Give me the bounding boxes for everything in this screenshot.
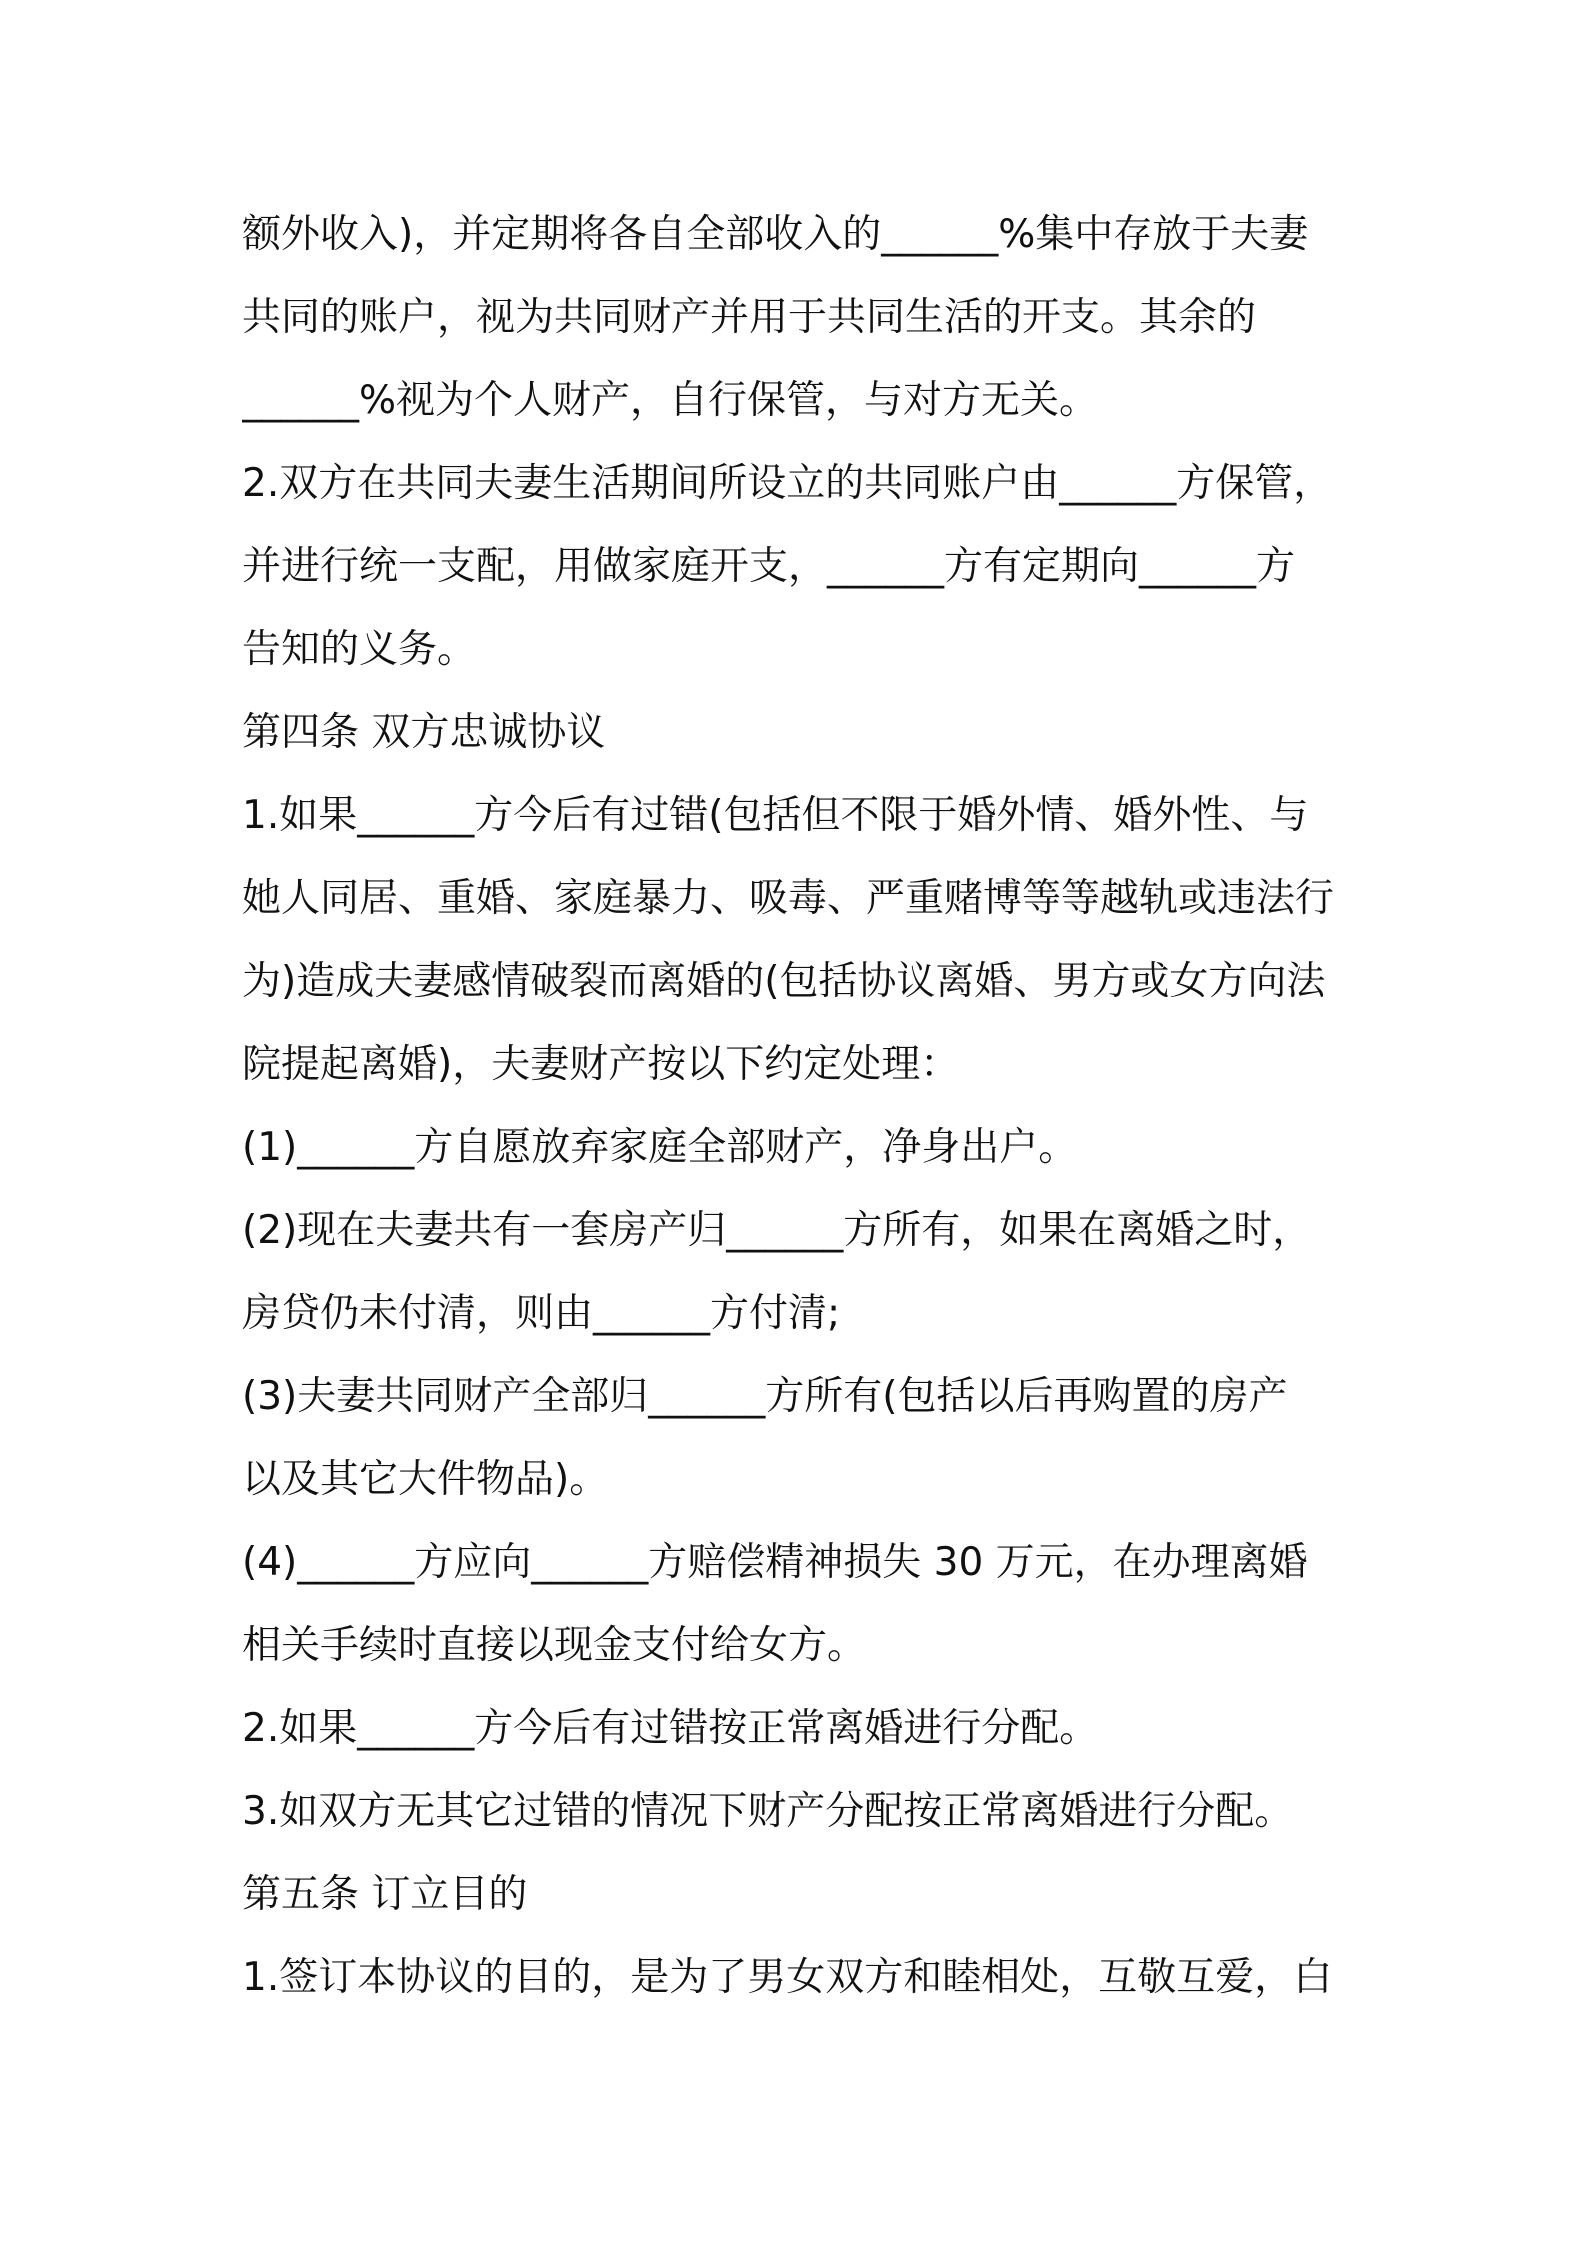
text-line: (4)______方应向______方赔偿精神损失 30 万元，在办理离婚 — [242, 1540, 1308, 1585]
text-line: 告知的义务。 — [242, 627, 477, 672]
text-line: 为)造成夫妻感情破裂而离婚的(包括协议离婚、男方或女方向法 — [242, 959, 1326, 1004]
text-line: 相关手续时直接以现金支付给女方。 — [242, 1623, 867, 1668]
text-line: 并进行统一支配，用做家庭开支，______方有定期向______方 — [242, 544, 1296, 589]
text-line: 2.双方在共同夫妻生活期间所设立的共同账户由______方保管， — [242, 461, 1333, 506]
text-line: 以及其它大件物品)。 — [242, 1457, 609, 1502]
text-line: (2)现在夫妻共有一套房产归______方所有，如果在离婚之时， — [242, 1208, 1312, 1253]
text-line: 房贷仍未付清，则由______方付清; — [242, 1291, 841, 1336]
document-body — [242, 193, 1362, 2019]
text-line: 院提起离婚)，夫妻财产按以下约定处理： — [242, 1042, 960, 1087]
text-line: 2.如果______方今后有过错按正常离婚进行分配。 — [242, 1706, 1099, 1751]
section-heading: 第五条 订立目的 — [242, 1872, 528, 1917]
text-line: (3)夫妻共同财产全部归______方所有(包括以后再购置的房产 — [242, 1374, 1288, 1419]
text-line: (1)______方自愿放弃家庭全部财产，净身出户。 — [242, 1125, 1078, 1170]
text-line: 共同的账户，视为共同财产并用于共同生活的开支。其余的 — [242, 295, 1257, 340]
section-heading: 第四条 双方忠诚协议 — [242, 710, 606, 755]
text-line: 1.签订本协议的目的，是为了男女双方和睦相处，互敬互爱，白 — [242, 1955, 1333, 2000]
text-line: 额外收入)，并定期将各自全部收入的______%集中存放于夫妻 — [242, 212, 1309, 257]
text-line: 她人同居、重婚、家庭暴力、吸毒、严重赌博等等越轨或违法行 — [242, 876, 1335, 921]
text-line: 1.如果______方今后有过错(包括但不限于婚外情、婚外性、与 — [242, 793, 1309, 838]
text-line: ______%视为个人财产，自行保管，与对方无关。 — [242, 378, 1099, 423]
text-line: 3.如双方无其它过错的情况下财产分配按正常离婚进行分配。 — [242, 1789, 1294, 1834]
